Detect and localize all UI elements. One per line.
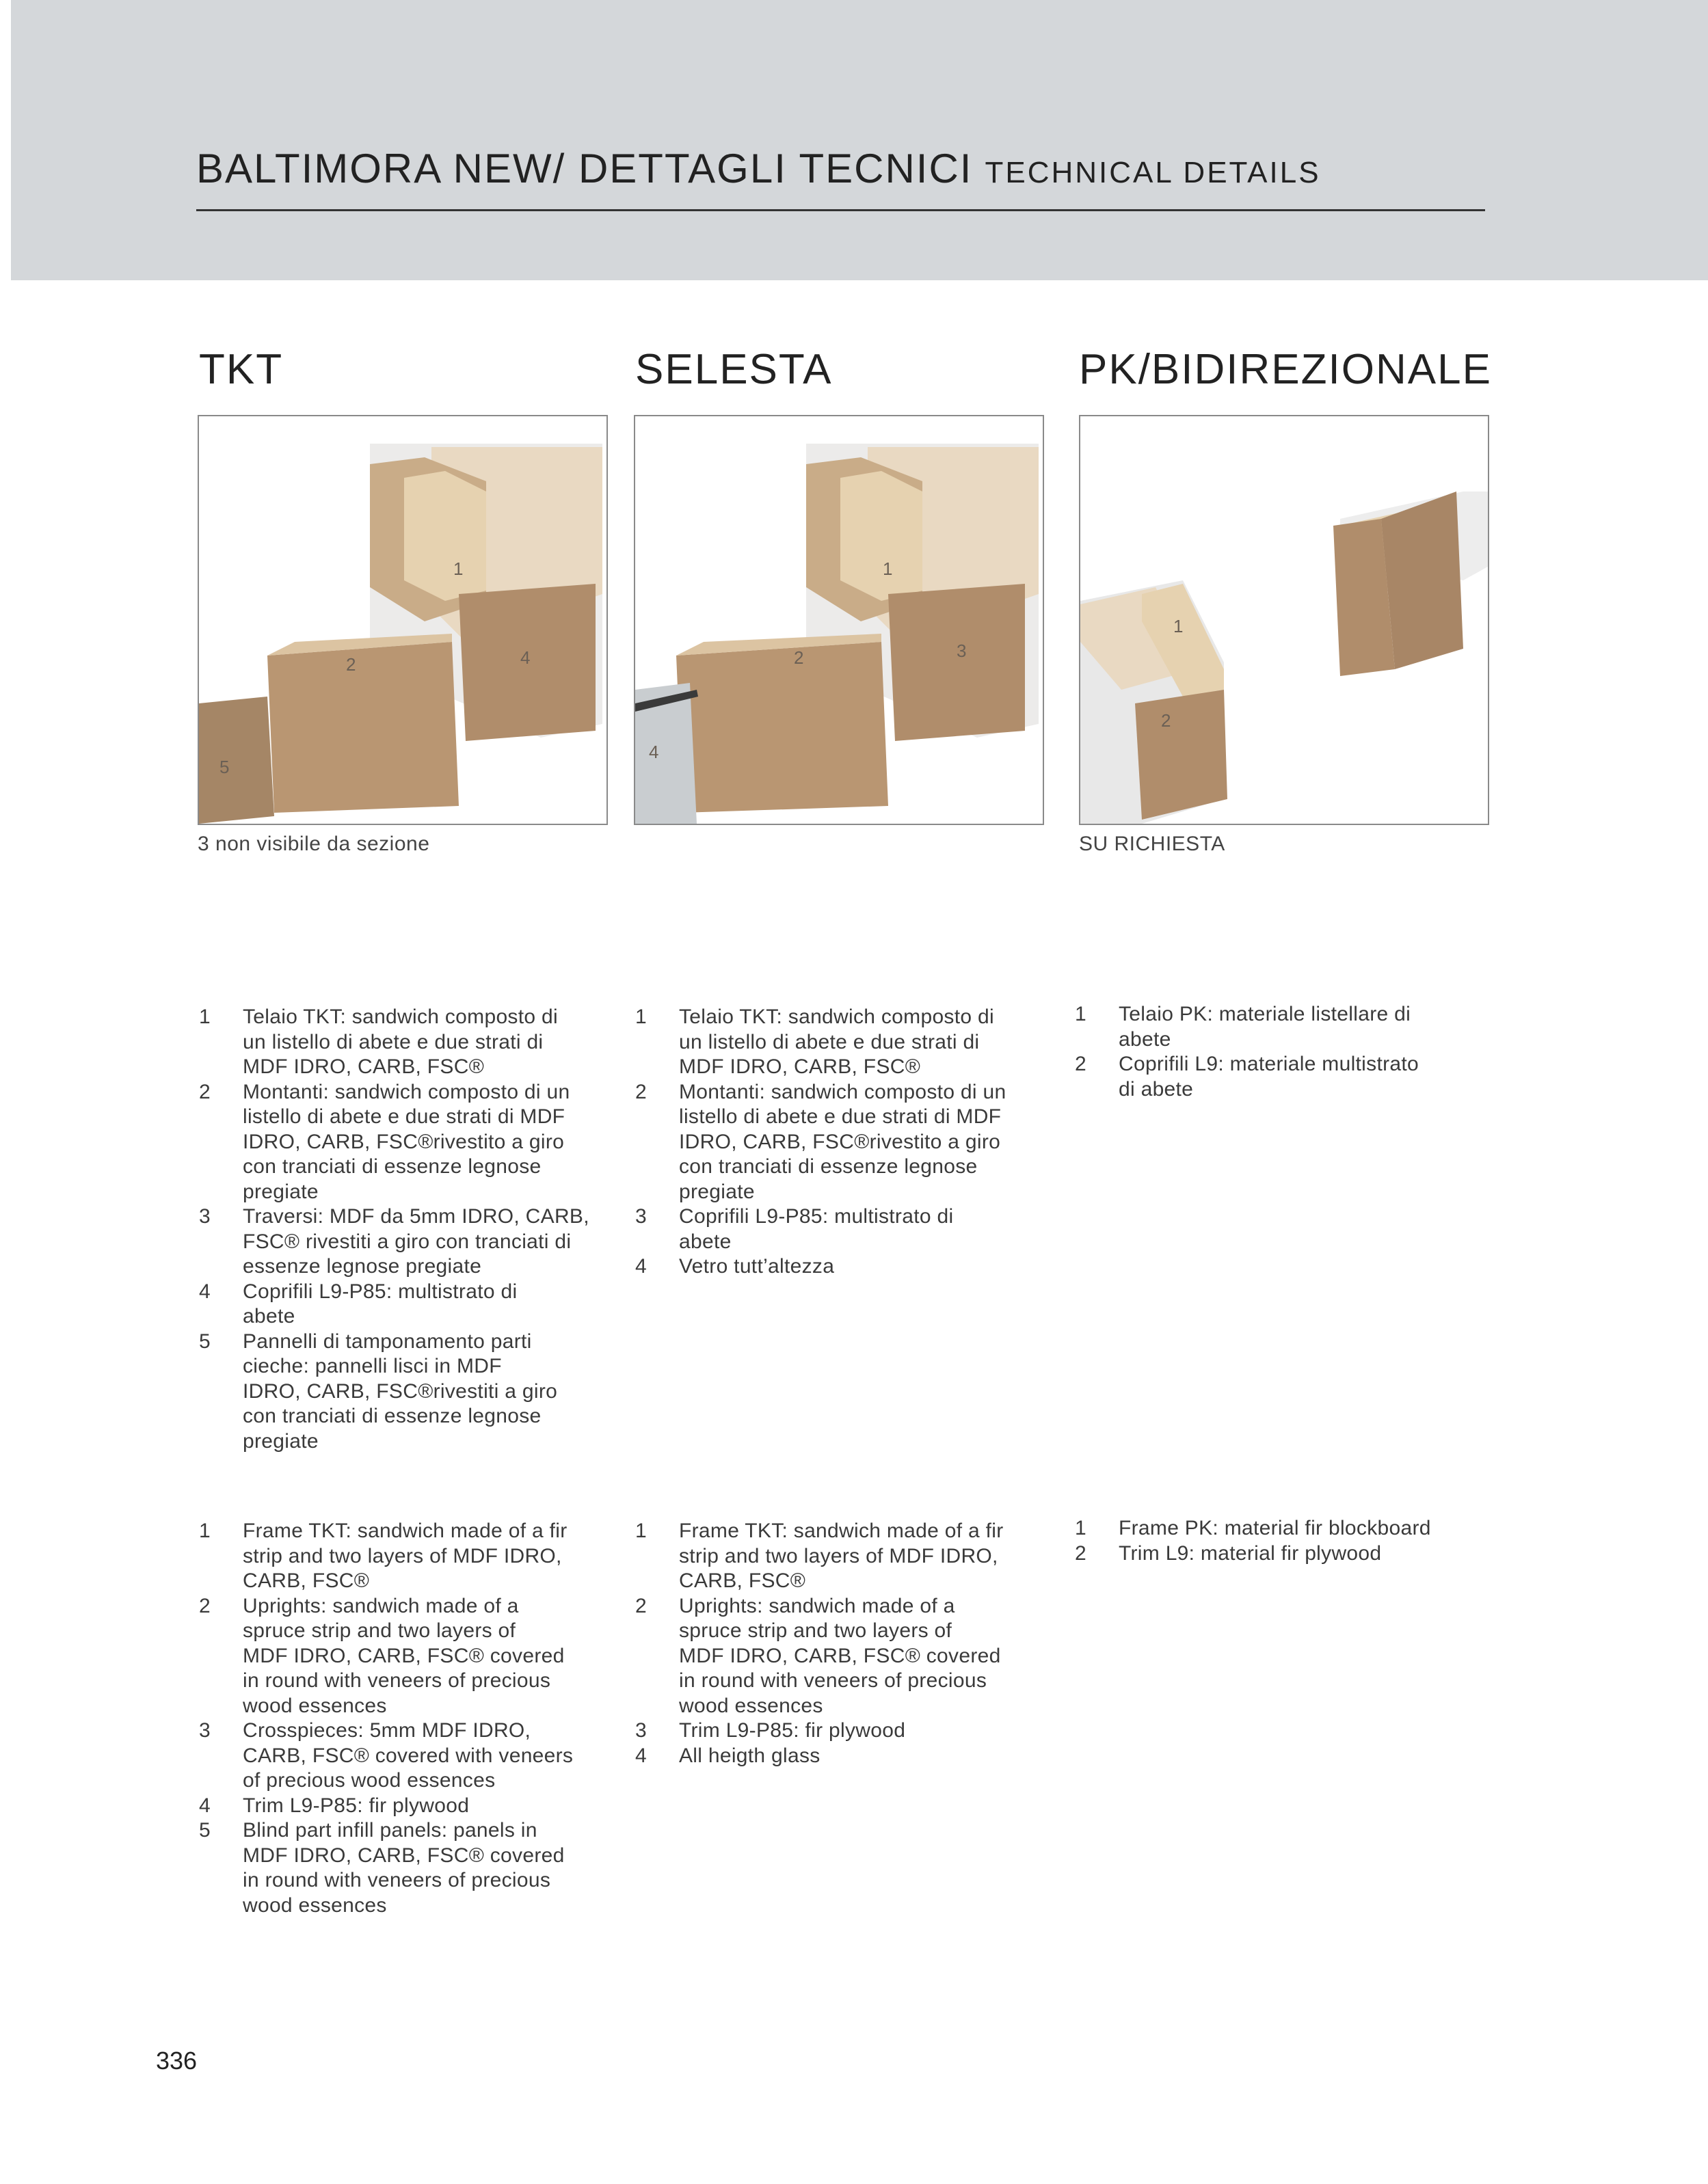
item-text: Uprights: sandwich made of a spruce strip and two layers of MDF IDRO, CARB, FSC® covered in round with veneers of precious wood essences <box>679 1594 1001 1717</box>
item-number: 2 <box>199 1594 211 1617</box>
item-text: Trim L9: material fir plywood <box>1119 1541 1382 1565</box>
item-text: Blind part infill panels: panels in MDF IDRO, CARB, FSC® covered in round with veneers of precious wood essences <box>243 1819 565 1917</box>
list-item <box>199 1330 616 1455</box>
list-item <box>199 1718 616 1794</box>
caption-tkt: 3 non visibile da sezione <box>198 833 430 855</box>
item-text: Frame TKT: sandwich made of a fir strip and two layers of MDF IDRO, CARB, FSC® <box>679 1520 1004 1592</box>
figure-label: 4 <box>649 742 659 762</box>
item-text: Trim L9-P85: fir plywood <box>679 1719 906 1742</box>
item-number: 5 <box>199 1330 211 1353</box>
list-item <box>199 1280 616 1330</box>
item-number: 1 <box>199 1520 211 1542</box>
item-number: 2 <box>1075 1053 1086 1075</box>
list-item <box>1075 1541 1485 1567</box>
item-number: 3 <box>199 1719 211 1742</box>
figure-label: 5 <box>219 757 230 777</box>
list-item <box>635 1594 1052 1719</box>
item-text: Telaio TKT: sandwich composto di un listello di abete e due strati di MDF IDRO, CARB, FSC® <box>679 1006 994 1078</box>
item-number: 5 <box>199 1819 211 1842</box>
title-divider <box>196 209 1485 211</box>
list-item <box>635 1254 1052 1280</box>
items-it-selesta <box>635 1005 1052 1280</box>
item-text: Telaio TKT: sandwich composto di un listello di abete e due strati di MDF IDRO, CARB, FSC® <box>243 1006 558 1078</box>
list-item <box>199 1005 616 1080</box>
figure-label: 4 <box>520 647 531 668</box>
page-title <box>196 145 1321 192</box>
caption-pk: SU RICHIESTA <box>1079 833 1225 855</box>
list-item <box>199 1594 616 1719</box>
figure-label: 2 <box>1161 710 1171 731</box>
items-en-tkt <box>199 1519 616 1918</box>
item-number: 2 <box>199 1080 211 1103</box>
door-frame-section-selesta-icon <box>635 416 1043 824</box>
item-number: 3 <box>199 1205 211 1228</box>
items-en-pk <box>1075 1516 1485 1566</box>
item-text: Coprifili L9: materiale multistrato di abete <box>1119 1053 1419 1101</box>
item-number: 2 <box>635 1080 647 1103</box>
item-number: 4 <box>199 1280 211 1303</box>
item-text: Trim L9-P85: fir plywood <box>243 1794 470 1817</box>
item-number: 1 <box>635 1006 647 1028</box>
item-text: Traversi: MDF da 5mm IDRO, CARB, FSC® rivestiti a giro con tranciati di essenze legnose pregiate <box>243 1205 589 1278</box>
list-item <box>1075 1516 1485 1541</box>
item-text: Montanti: sandwich composto di un listello di abete e due strati di MDF IDRO, CARB, FSC®rivestito a giro con tranciati di essenze legnose pregiate <box>679 1080 1006 1203</box>
figure-label: 1 <box>453 558 464 579</box>
item-number: 2 <box>1075 1541 1086 1565</box>
item-number: 1 <box>1075 1003 1086 1025</box>
list-item <box>635 1744 1052 1769</box>
door-frame-section-pk-icon <box>1080 416 1488 824</box>
page-title-subtitle: TECHNICAL DETAILS <box>985 156 1321 189</box>
items-it-tkt <box>199 1005 616 1454</box>
list-item <box>635 1080 1052 1205</box>
item-number: 3 <box>635 1205 647 1228</box>
column-title-pk: PK/BIDIREZIONALE <box>1079 346 1492 393</box>
item-text: All heigth glass <box>679 1744 820 1767</box>
item-number: 3 <box>635 1719 647 1742</box>
list-item <box>1075 1002 1485 1052</box>
items-it-pk <box>1075 1002 1485 1102</box>
figure-selesta <box>634 415 1044 825</box>
item-number: 2 <box>635 1594 647 1617</box>
item-number: 1 <box>635 1520 647 1542</box>
list-item <box>199 1204 616 1280</box>
door-frame-section-tkt-icon <box>199 416 606 824</box>
list-item <box>635 1204 1052 1254</box>
item-number: 4 <box>199 1794 211 1817</box>
item-text: Crosspieces: 5mm MDF IDRO, CARB, FSC® covered with veneers of precious wood essences <box>243 1719 574 1792</box>
item-text: Pannelli di tamponamento parti cieche: pannelli lisci in MDF IDRO, CARB, FSC®rivestiti a giro con tranciati di essenze legnose pregiate <box>243 1330 558 1453</box>
item-text: Uprights: sandwich made of a spruce strip and two layers of MDF IDRO, CARB, FSC® covered in round with veneers of precious wood essences <box>243 1594 565 1717</box>
list-item <box>635 1718 1052 1744</box>
item-number: 4 <box>635 1255 647 1278</box>
list-item <box>199 1080 616 1205</box>
item-number: 1 <box>199 1006 211 1028</box>
item-text: Coprifili L9-P85: multistrato di abete <box>243 1280 518 1327</box>
list-item <box>635 1005 1052 1080</box>
list-item <box>199 1794 616 1819</box>
page-number: 336 <box>156 2047 198 2075</box>
figure-label: 1 <box>883 558 893 579</box>
figure-tkt <box>198 415 608 825</box>
header-band <box>11 0 1708 280</box>
list-item <box>199 1519 616 1594</box>
figure-label: 1 <box>1173 616 1184 636</box>
list-item <box>1075 1052 1485 1102</box>
item-number: 1 <box>1075 1517 1086 1539</box>
column-title-selesta: SELESTA <box>635 346 833 393</box>
list-item <box>635 1519 1052 1594</box>
figure-label: 2 <box>346 654 356 675</box>
item-text: Montanti: sandwich composto di un listello di abete e due strati di MDF IDRO, CARB, FSC®rivestito a giro con tranciati di essenze legnose pregiate <box>243 1080 570 1203</box>
item-text: Coprifili L9-P85: multistrato di abete <box>679 1205 954 1253</box>
item-text: Frame PK: material fir blockboard <box>1119 1517 1431 1539</box>
item-text: Frame TKT: sandwich made of a fir strip and two layers of MDF IDRO, CARB, FSC® <box>243 1520 568 1592</box>
page-title-main: BALTIMORA NEW/ DETTAGLI TECNICI <box>196 146 973 191</box>
items-en-selesta <box>635 1519 1052 1768</box>
item-number: 4 <box>635 1744 647 1767</box>
item-text: Telaio PK: materiale listellare di abete <box>1119 1003 1411 1051</box>
list-item <box>199 1818 616 1918</box>
column-title-tkt: TKT <box>199 346 284 393</box>
figure-pk <box>1079 415 1489 825</box>
item-text: Vetro tutt’altezza <box>679 1255 835 1278</box>
figure-label: 3 <box>957 641 967 661</box>
figure-label: 2 <box>794 647 804 668</box>
